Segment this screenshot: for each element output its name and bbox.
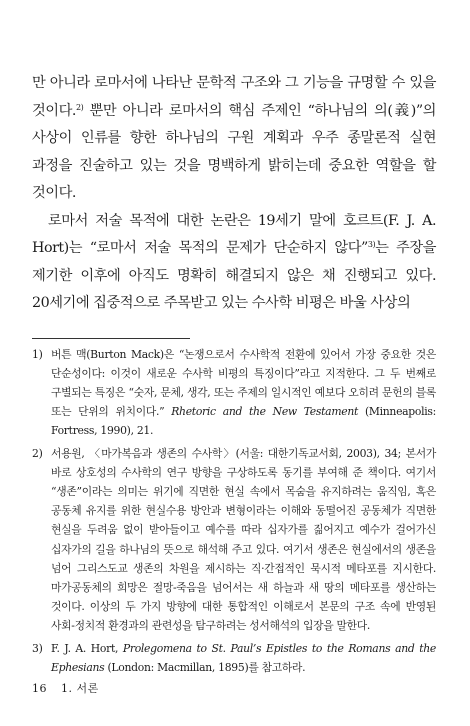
- footnote-text-part: F. J. A. Hort,: [51, 641, 123, 655]
- footnote-number: 3): [32, 641, 43, 655]
- section-title: 1. 서론: [61, 682, 99, 695]
- footnote: [32, 639, 436, 677]
- footnote-text: [51, 639, 436, 677]
- footnote-text-part: (London: Macmillan, 1895)를 참고하라.: [104, 660, 306, 674]
- paragraph-text: 는 주장을 제기한 이후에 아직도 명확히 해결되지 않은 채 진행되고 있다. 20세기에 집중적으로 주목받고 있는 수사학 비평은 바울 사상의: [32, 240, 436, 311]
- footnote-ref: 2): [75, 102, 84, 112]
- footnote-ref: 3): [367, 240, 376, 249]
- paragraph: [32, 70, 436, 208]
- footnote-separator: [32, 338, 190, 339]
- footnote-text: 서용원, 〈마가복음과 생존의 수사학〉(서울: 대한기독교서회, 2003), 34; 본서가 바로 상호성의 수사학의 연구 방향을 구상하도록 동기를 부여해 준 책이다. 여기서 “생존”이라는 의미는 위기에 직면한 현실 속에서 목숨을 유지하려는 움직임, 혹은 공동체 유지를 위한 현실수용 방안과 변형이라는 이해와 동떨어진 공동체가 직면한 현실을 두려움 없이 받아들이고 예수를 따라 십자가를 짊어지고 예수가 걸어가신 십자가의 길을 하나님의 뜻으로 해석해 주고 있다. 여기서 생존은 현실에서의 생존을 넘어 그리스도교 생존의 차원을 제시하는 직·간접적인 묵시적 메타포를 지시한다. 마가공동체의 희망은 절망-죽음을 넘어서는 새 하늘과 새 땅의 메타포를 생산하는 것이다. 이상의 두 가지 방향에 대한 통합적인 이해로서 본문의 구조 속에 반영된 사회-정치적 환경과의 관련성을 탐구하려는 성서해석의 입장을 말한다.: [51, 446, 436, 633]
- paragraph: [32, 208, 436, 318]
- footnote-text-part: (Minneapolis: Fortress, 1990), 21.: [51, 405, 436, 438]
- paragraph-text: 만 아니라 로마서에 나타난 문학적 구조와 그 기능을 규명할 수 있을 것이다.: [32, 75, 436, 119]
- page-number: 16: [32, 682, 47, 695]
- footnotes: [32, 345, 436, 677]
- footnote-text: [51, 345, 436, 441]
- footnote: [32, 444, 436, 636]
- book-title: Rhetoric and the New Testament: [171, 405, 359, 419]
- paragraph-text: 뿐만 아니라 로마서의 핵심 주제인 “하나님의 의(義)”의 사상이 인류를 향한 하나님의 구원 계획과 우주 종말론적 실현 과정을 진술하고 있는 것을 명백하게 밝히는데 중요한 역할을 할 것이다.: [32, 102, 436, 201]
- page-footer: [32, 680, 99, 696]
- paragraph-text: 로마서 저술 목적에 대한 논란은 19세기 말에 호르트(F. J. A. Hort)는 “로마서 저술 목적의 문제가 단순하지 않다”: [32, 212, 436, 256]
- footnote-text-part: 버튼 맥(Burton Mack)은 “논쟁으로서 수사학적 전환에 있어서 가장 중요한 것은 단순성이다: 이것이 새로운 수사학 비평의 특징이다”라고 지적한다. 그 두 번째로 구별되는 특징은 “숫자, 문체, 생각, 또는 주제의 일시적인 예보다 오히려 문헌의 블록 또는 단위의 위치이다.”: [51, 347, 436, 419]
- footnote-number: 2): [32, 446, 43, 460]
- footnote: [32, 345, 436, 441]
- book-title: Prolegomena to St. Paul’s Epistles to the Romans and the Ephesians: [51, 641, 436, 674]
- body-text: [32, 70, 436, 318]
- footnote-number: 1): [32, 347, 43, 361]
